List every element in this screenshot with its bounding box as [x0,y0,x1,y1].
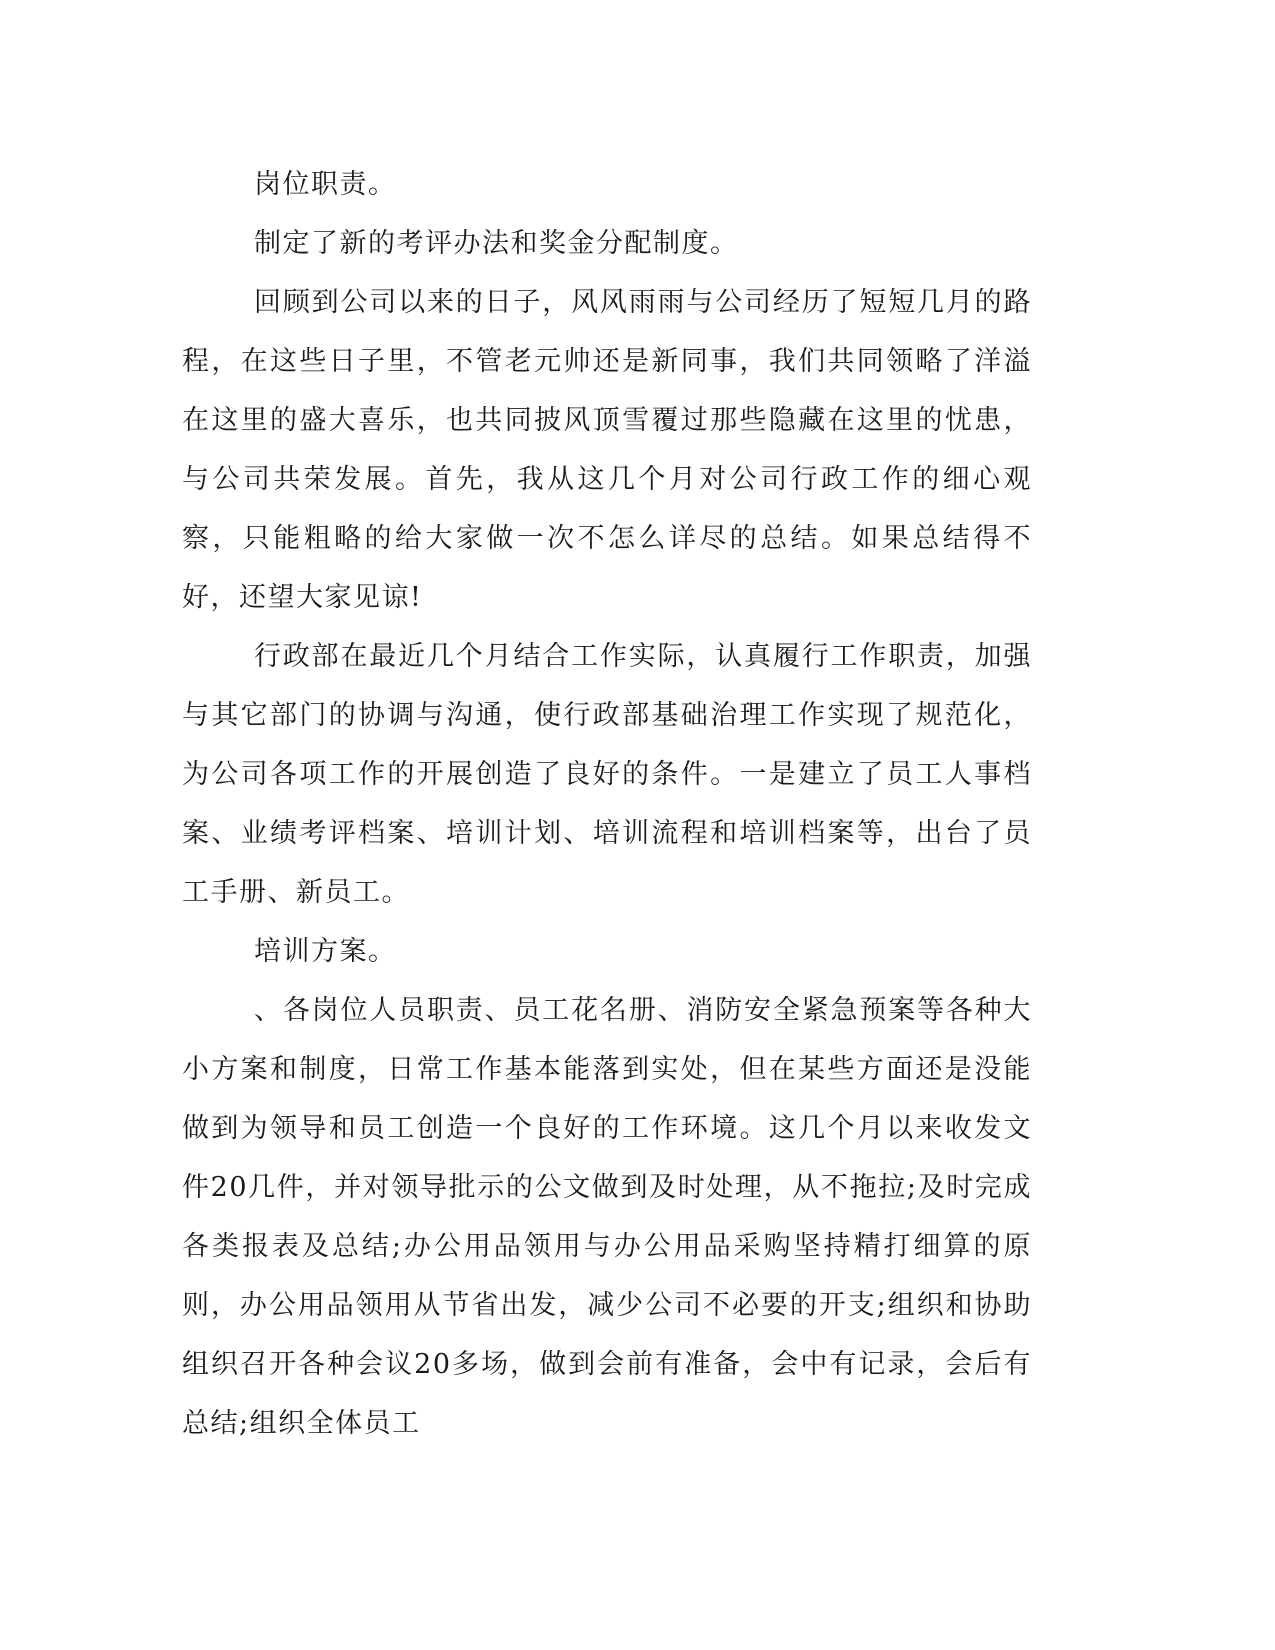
paragraph-1: 岗位职责。 [254,169,397,200]
paragraph-5: 培训方案。 [254,936,397,967]
document-body [182,155,1032,1453]
paragraph-2: 制定了新的考评办法和奖金分配制度。 [254,228,739,259]
paragraph-3: 回顾到公司以来的日子，风风雨雨与公司经历了短短几月的路程，在这些日子里，不管老元帅还是新同事，我们共同领略了洋溢在这里的盛大喜乐，也共同披风顶雪覆过那些隐藏在这里的忧患，与公司共荣发展。首先，我从这几个月对公司行政工作的细心观察，只能粗略的给大家做一次不怎么详尽的总结。如果总结得不好，还望大家见谅! [182,287,1032,613]
paragraph-6: 、各岗位人员职责、员工花名册、消防安全紧急预案等各种大小方案和制度，日常工作基本能落到实处，但在某些方面还是没能做到为领导和员工创造一个良好的工作环境。这几个月以来收发文件20几件，并对领导批示的公文做到及时处理，从不拖拉;及时完成各类报表及总结;办公用品领用与办公用品采购坚持精打细算的原则，办公用品领用从节省出发，减少公司不必要的开支;组织和协助组织召开各种会议20多场，做到会前有准备，会中有记录，会后有总结;组织全体员工 [182,995,1032,1439]
paragraph-4: 行政部在最近几个月结合工作实际，认真履行工作职责，加强与其它部门的协调与沟通，使行政部基础治理工作实现了规范化，为公司各项工作的开展创造了良好的条件。一是建立了员工人事档案、业绩考评档案、培训计划、培训流程和培训档案等，出台了员工手册、新员工。 [182,641,1032,908]
